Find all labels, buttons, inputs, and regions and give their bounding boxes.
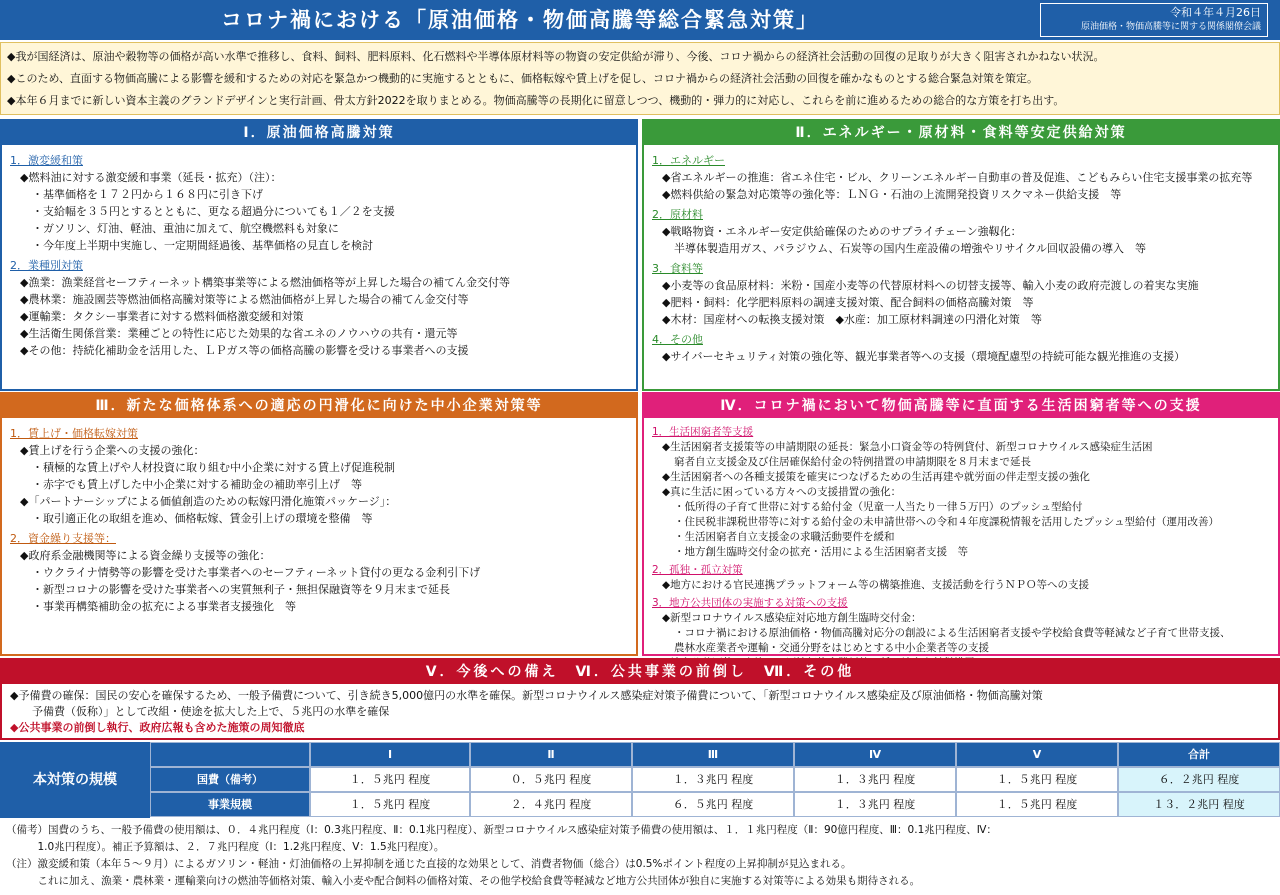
table-cell: ０．５兆円 程度: [470, 767, 632, 792]
list-item: 予備費（仮称）」として改組・使途を拡大した上で、５兆円の水準を確保: [32, 705, 390, 718]
list-item: ◆政府系金融機関等による資金繰り支援等の強化：: [20, 549, 271, 562]
panel-body: [2, 145, 636, 363]
list-item: ◆木材：国産材への転換支援対策 ◆水産：加工原材料調達の円滑化対策 等: [662, 313, 1042, 326]
list-item: ◆燃料油に対する激変緩和事業（延長・拡充）（注）：: [20, 171, 282, 184]
table-cell: ２．４兆円 程度: [470, 792, 632, 817]
scale-table: [0, 742, 1280, 818]
row-label: 国費（備考）: [150, 767, 310, 792]
section-heading: 1．激変緩和策: [10, 154, 83, 167]
list-item: ・ガソリン、灯油、軽油、重油に加えて、航空機燃料も対象に: [32, 222, 339, 235]
scale-corner: [150, 742, 310, 767]
list-item: ・今年度上半期中実施し、一定期間経過後、基準価格の見直しを検討: [32, 239, 373, 252]
column-header: Ⅲ: [632, 742, 794, 767]
list-item: ◆「パートナーシップによる価値創造のための転嫁円滑化施策パッケージ」：: [20, 495, 397, 508]
list-item: ◆サイバーセキュリティ対策の強化等、観光事業者等への支援（環境配慮型の持続可能な観光推進の支援）: [662, 350, 1186, 363]
panel-title: Ⅳ．コロナ禍において物価高騰等に直面する生活困窮者等への支援: [644, 394, 1278, 418]
date-box: [1040, 3, 1268, 37]
list-item: ・支給幅を３５円とするとともに、更なる超過分についても１／２を支援: [32, 205, 395, 218]
section-heading: 1．賃上げ・価格転嫁対策: [10, 427, 138, 440]
list-item: ・事業再構築補助金の拡充による事業者支援強化 等: [32, 600, 296, 613]
list-item: ◆新型コロナウイルス感染症対応地方創生臨時交付金：: [662, 612, 922, 624]
scale-label: 本対策の規模: [0, 742, 150, 818]
notes: [0, 820, 1280, 895]
intro-box: [0, 42, 1280, 115]
table-cell: １．５兆円 程度: [310, 767, 470, 792]
panel-title: Ⅴ．今後への備え Ⅵ．公共事業の前倒し Ⅶ．その他: [2, 660, 1278, 684]
column-header: Ⅱ: [470, 742, 632, 767]
list-item: ・赤字でも賃上げした中小企業に対する補助金の補助率引上げ 等: [32, 478, 362, 491]
table-cell: １．５兆円 程度: [956, 767, 1118, 792]
table-cell: １．５兆円 程度: [956, 792, 1118, 817]
list-item: ◆漁業：漁業経営セーフティーネット構築事業等による燃油価格等が上昇した場合の補てん金交付等: [20, 276, 511, 289]
list-item: ◆生活困窮者への各種支援策を確実につなげるための生活再建や就労面の伴走型支援の強化: [662, 471, 1090, 483]
panel-body: [2, 684, 1278, 740]
list-item: ◆農林業：施設園芸等燃油価格高騰対策等による燃油価格が上昇した場合の補てん金交付等: [20, 293, 469, 306]
table-cell: １．５兆円 程度: [310, 792, 470, 817]
section-heading: 1．エネルギー: [652, 154, 725, 167]
organization: 原油価格・物価高騰等に関する関係閣僚会議: [1080, 22, 1261, 32]
list-item: ◆小麦等の食品原材料：米粉・国産小麦等の代替原材料への切替支援等、輸入小麦の政府売渡しの着実な実施: [662, 279, 1199, 292]
list-item: 農林水産業者や運輸・交通分野をはじめとする中小企業者等の支援: [674, 642, 989, 654]
section-heading: 3．食料等: [652, 262, 703, 275]
table-cell: ６．２兆円 程度: [1118, 767, 1280, 792]
intro-line: ◆本年６月までに新しい資本主義のグランドデザインと実行計画、骨太方針2022を取りまとめる。物価高騰等の長期化に留意しつつ、機動的・弾力的に対応し、これらを前に進めるための総合的な方策を打ち出す。: [7, 94, 1065, 107]
list-item: ◆生活衛生関係営業：業種ごとの特性に応じた効果的な省エネのノウハウの共有・還元等: [20, 327, 458, 340]
list-item: ◆戦略物資・エネルギー安定供給確保のためのサプライチェーン強靱化：: [662, 225, 1022, 238]
panel-sme: [0, 392, 638, 656]
list-item: ◆その他：持続化補助金を活用した、ＬＰガス等の価格高騰の影響を受ける事業者への支援: [20, 344, 469, 357]
list-item: ◆予備費の確保：国民の安心を確保するため、一般予備費について、引き続き5,000億円の水準を確保。新型コロナウイルス感染症対策予備費について、「新型コロナウイルス感染症及び原油価格・物価高騰対策: [10, 689, 1043, 702]
panel-title: Ⅲ．新たな価格体系への適応の円滑化に向けた中小企業対策等: [2, 394, 636, 418]
list-item: ・基準価格を１７２円から１６８円に引き下げ: [32, 188, 263, 201]
note-line: （注）激変緩和策（本年５～９月）によるガソリン・軽油・灯油価格の上昇抑制を通じた直接的な効果として、消費者物価（総合）は0.5%ポイント程度の上昇抑制が見込まれる。: [6, 858, 852, 870]
list-item: ◆公共事業の前倒し執行、政府広報も含めた施策の周知徹底: [10, 721, 305, 734]
panel-title: Ⅱ．エネルギー・原材料・食料等安定供給対策: [644, 121, 1278, 145]
panel-crude-oil: [0, 119, 638, 391]
section-heading: 2．業種別対策: [10, 259, 83, 272]
note-line: （備考）国費のうち、一般予備費の使用額は、０．４兆円程度（Ⅰ：0.3兆円程度、Ⅱ：0.1兆円程度）、新型コロナウイルス感染症対策予備費の使用額は、１．１兆円程度（Ⅱ：90億円程度、Ⅲ：0.1兆円程度、Ⅳ：: [6, 824, 997, 836]
table-cell: １３．２兆円 程度: [1118, 792, 1280, 817]
column-header: 合計: [1118, 742, 1280, 767]
list-item: ・生活困窮者自立支援金の求職活動要件を緩和: [674, 531, 895, 543]
column-header: Ⅴ: [956, 742, 1118, 767]
column-header: Ⅳ: [794, 742, 956, 767]
list-item: 窮者自立支援金及び住居確保給付金の特例措置の申請期限を８月末まで延長: [674, 456, 1031, 468]
list-item: ・地方創生臨時交付金の拡充・活用による生活困窮者支援 等: [674, 546, 968, 558]
list-item: ◆省エネルギーの推進：省エネ住宅・ビル、クリーンエネルギー自動車の普及促進、こどもみらい住宅支援事業の拡充等: [662, 171, 1253, 184]
note-line: これに加え、漁業・農林業・運輸業向けの燃油等価格対策、輸入小麦や配合飼料の価格対策、その他学校給食費等軽減など地方公共団体が独自に実施する対策等による効果も期待される。: [6, 875, 921, 887]
scale-row-national: [150, 767, 1280, 792]
panel-energy-supply: [642, 119, 1280, 391]
panel-needy-support: [642, 392, 1280, 656]
intro-line: ◆我が国経済は、原油や穀物等の価格が高い水準で推移し、食料、飼料、肥料原料、化石燃料や半導体原材料等の物資の安定供給が滞り、今後、コロナ禍からの経済社会活動の回復の足取りが大きく阻害されかねない状況。: [7, 50, 1105, 63]
list-item: ・コロナ禍における原油価格・物価高騰対応分の創設による生活困窮者支援や学校給食費等軽減など子育て世帯支援、: [674, 627, 1231, 639]
section-heading: 2．原材料: [652, 208, 703, 221]
list-item: ◆燃料供給の緊急対応策等の強化等：ＬＮＧ・石油の上流開発投資リスクマネー供給支援 等: [662, 188, 1122, 201]
page-title: コロナ禍における「原油価格・物価高騰等総合緊急対策」: [221, 8, 819, 32]
list-item: ・ウクライナ情勢等の影響を受けた事業者へのセーフティーネット貸付の更なる金利引下げ: [32, 566, 481, 579]
list-item: 半導体製造用ガス、パラジウム、石炭等の国内生産設備の増強やリサイクル回収設備の導入 等: [674, 242, 1147, 255]
title-bar: [0, 0, 1280, 40]
table-cell: １．３兆円 程度: [632, 767, 794, 792]
date: 令和４年４月26日: [1170, 6, 1261, 19]
list-item: ◆地方における官民連携プラットフォーム等の構築推進、支援活動を行うＮＰＯ等への支援: [662, 579, 1090, 591]
section-heading: 4．その他: [652, 333, 703, 346]
table-cell: ６．５兆円 程度: [632, 792, 794, 817]
panel-body: [2, 418, 636, 619]
panel-title: Ⅰ．原油価格高騰対策: [2, 121, 636, 145]
list-item: ◆賃上げを行う企業への支援の強化：: [20, 444, 205, 457]
list-item: ・取引適正化の取組を進め、価格転嫁、賃金引上げの環境を整備 等: [32, 512, 373, 525]
panel-body: [644, 145, 1278, 369]
intro-line: ◆このため、直面する物価高騰による影響を緩和するための対応を緊急かつ機動的に実施するとともに、価格転嫁や賃上げを促し、コロナ禍からの経済社会活動の回復を確かなものとする総合緊急対策を策定。: [7, 72, 1039, 85]
list-item: ・住民税非課税世帯等に対する給付金の未申請世帯への令和４年度課税情報を活用したプッシュ型給付（運用改善）: [674, 516, 1220, 528]
note-line: 1.0兆円程度）。補正予算額は、２．７兆円程度（Ⅰ：1.2兆円程度、Ⅴ：1.5兆円程度）。: [6, 841, 445, 853]
list-item: ・低所得の子育て世帯に対する給付金（児童一人当たり一律５万円）のプッシュ型給付: [674, 501, 1083, 513]
scale-row-project: [150, 792, 1280, 817]
table-cell: １．３兆円 程度: [794, 792, 956, 817]
scale-header-row: [150, 742, 1280, 767]
list-item: ・新型コロナの影響を受けた事業者への実質無利子・無担保融資等を９月末まで延長: [32, 583, 450, 596]
section-heading: 1．生活困窮者等支援: [652, 426, 754, 438]
panel-future: [0, 658, 1280, 740]
section-heading: 3．地方公共団体の実施する対策への支援: [652, 597, 848, 609]
column-header: Ⅰ: [310, 742, 470, 767]
table-cell: １．３兆円 程度: [794, 767, 956, 792]
list-item: ◆真に生活に困っている方々への支援措置の強化：: [662, 486, 902, 498]
panel-body: [644, 418, 1278, 675]
list-item: ◆生活困窮者支援策等の申請期限の延長：緊急小口資金等の特例貸付、新型コロナウイルス感染症生活困: [662, 441, 1153, 453]
section-heading: 2．資金繰り支援等：: [10, 532, 116, 545]
list-item: ◆運輸業：タクシー事業者に対する燃料価格激変緩和対策: [20, 310, 304, 323]
row-label: 事業規模: [150, 792, 310, 817]
section-heading: 2．孤独・孤立対策: [652, 564, 743, 576]
list-item: ◆肥料・飼料：化学肥料原料の調達支援対策、配合飼料の価格高騰対策 等: [662, 296, 1034, 309]
list-item: ・積極的な賃上げや人材投資に取り組む中小企業に対する賃上げ促進税制: [32, 461, 395, 474]
